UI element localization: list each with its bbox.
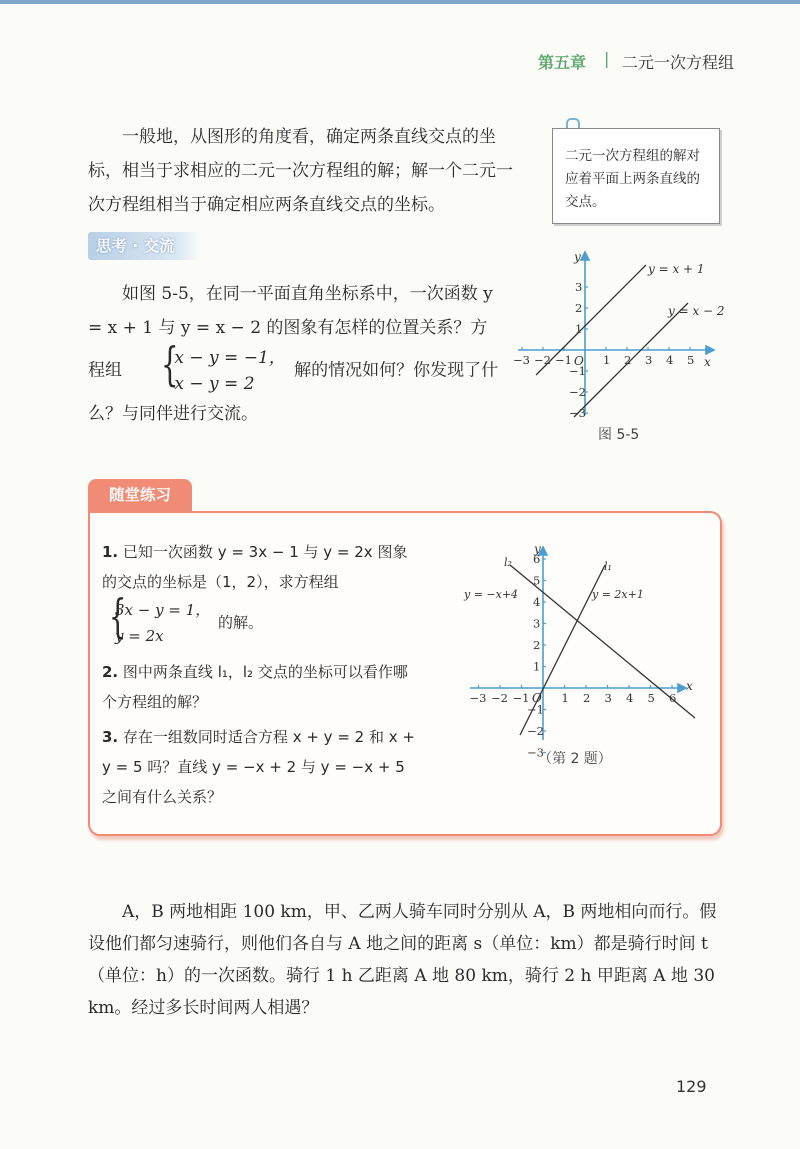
y-tick-label: 3 — [533, 616, 541, 631]
x-tick-label: −2 — [491, 691, 508, 705]
l2-label: l₂ — [504, 556, 512, 569]
think-heading: 思考 · 交流 — [88, 232, 200, 260]
figure-5-5 — [510, 245, 730, 425]
system-row-1: x − y = −1， — [174, 348, 286, 368]
origin-label: O — [532, 691, 542, 705]
y-axis-label: y — [534, 542, 541, 556]
equation-system — [130, 337, 286, 397]
problem-paragraph: A，B 两地相距 100 km，甲、乙两人骑车同时分别从 A，B 两地相向而行。假设他们都匀速骑行，则他们各自与 A 地之间的距离 s（单位：km）都是骑行时间 t（单位：h）的一次函数。骑行 1 h 乙距离 A 地 80 km，骑行 2 h 甲距离 A 地 30 km。经过多长时间两人相遇？ — [88, 902, 717, 1018]
intro-paragraph: 一般地，从图形的角度看，确定两条直线交点的坐标，相当于求相应的二元一次方程组的解；解一个二元一次方程组相当于确定相应两条直线交点的坐标。 — [88, 127, 513, 215]
origin-label: O — [574, 354, 584, 368]
y-arrow-icon — [581, 252, 589, 260]
x-arrow-icon — [706, 346, 714, 354]
x-tick-label: 2 — [583, 691, 591, 705]
x-tick-label: 5 — [687, 353, 695, 367]
y-tick-label: −2 — [527, 724, 544, 738]
exercise-heading: 随堂练习 — [88, 479, 192, 511]
exercise-2 — [102, 657, 422, 717]
y-tick-label: 3 — [575, 280, 583, 294]
exercise-1-system — [105, 589, 211, 649]
exercise-1-number: 1. — [102, 543, 119, 561]
exercise-3-number: 3. — [102, 728, 119, 746]
x-tick-label: 3 — [604, 691, 612, 705]
x-tick-label: −3 — [513, 353, 530, 367]
y-tick-label: 5 — [533, 573, 541, 588]
x-arrow-icon — [678, 684, 686, 692]
system-row-2: x − y = 2 — [174, 374, 255, 394]
x-tick-label: −1 — [555, 353, 572, 367]
exercise-2-text: 图中两条直线 l₁，l₂ 交点的坐标可以看作哪个方程组的解？ — [102, 663, 408, 711]
page-number: 129 — [676, 1077, 707, 1096]
exercise-1-text-before: 已知一次函数 y = 3x − 1 与 y = 2x 图象的交点的坐标是（1，2），求方程组 — [102, 543, 408, 591]
x-axis-label: x — [704, 355, 711, 369]
x-tick-label: 6 — [669, 691, 677, 705]
y-tick-label: 2 — [533, 638, 541, 652]
brace-icon: { — [161, 337, 180, 391]
y-tick-label: 1 — [575, 322, 583, 336]
chapter-label: 第五章 — [538, 53, 587, 72]
y-tick-label: −3 — [569, 406, 586, 420]
y-tick-label: 2 — [575, 301, 583, 315]
header-separator: | — [604, 49, 610, 68]
exercise-1-text-after: 的解。 — [218, 613, 264, 632]
x-tick-label: 1 — [561, 691, 569, 705]
l1-label: l₁ — [604, 560, 612, 573]
label-line2: y = x − 2 — [668, 304, 725, 318]
label-line1: y = x + 1 — [648, 262, 705, 276]
side-note: 二元一次方程组的解对应着平面上两条直线的交点。 — [552, 128, 720, 224]
brace-icon: { — [108, 589, 127, 643]
figure-5-5-caption: 图 5-5 — [598, 427, 640, 443]
x-tick-label: −3 — [469, 691, 487, 705]
label-y-2x-plus-1: y = 2x+1 — [592, 588, 644, 601]
x-tick-label: −1 — [512, 691, 530, 705]
label-y-minus-x-plus-4: y = −x+4 — [464, 588, 519, 601]
y-tick-label: 6 — [533, 552, 541, 566]
y-tick-label: −1 — [569, 364, 586, 378]
y-tick-label: −1 — [527, 702, 544, 717]
exercise-1-row-1: 3x − y = 1， — [115, 601, 211, 619]
x-tick-label: 1 — [603, 353, 611, 367]
exercise-1-row-2: y = 2x — [115, 627, 164, 645]
y-tick-label: −3 — [527, 745, 544, 760]
exercise-3 — [102, 722, 422, 812]
y-axis-label: y — [574, 250, 581, 264]
think-text-before: 如图 5-5，在同一平面直角坐标系中，一次函数 y = x + 1 与 y = x − 2 的图象有怎样的位置关系？方程组 — [88, 284, 493, 381]
chapter-title: 二元一次方程组 — [622, 53, 735, 72]
exercise-2-figure-caption: （第 2 题） — [538, 751, 612, 767]
x-axis-label: x — [686, 679, 693, 693]
y-tick-label: −2 — [569, 385, 586, 399]
x-tick-label: 4 — [666, 353, 674, 367]
x-tick-label: −2 — [534, 353, 551, 367]
y-tick-label: 1 — [533, 659, 541, 674]
top-border — [0, 0, 800, 4]
x-tick-label: 5 — [647, 691, 655, 705]
exercise-1 — [102, 537, 422, 649]
x-tick-label: 3 — [645, 353, 653, 367]
exercise-3-text: 存在一组数同时适合方程 x + y = 2 和 x + y = 5 吗？直线 y = −x + 2 与 y = −x + 5 之间有什么关系？ — [102, 728, 415, 806]
think-paragraph — [88, 277, 500, 431]
think-text-after: 解的情况如何？你发现了什么？与同伴进行交流。 — [88, 360, 499, 424]
x-tick-label: 2 — [624, 353, 632, 367]
exercise-2-number: 2. — [102, 663, 119, 681]
y-tick-label: 4 — [533, 595, 541, 609]
x-tick-label: 4 — [626, 691, 634, 705]
